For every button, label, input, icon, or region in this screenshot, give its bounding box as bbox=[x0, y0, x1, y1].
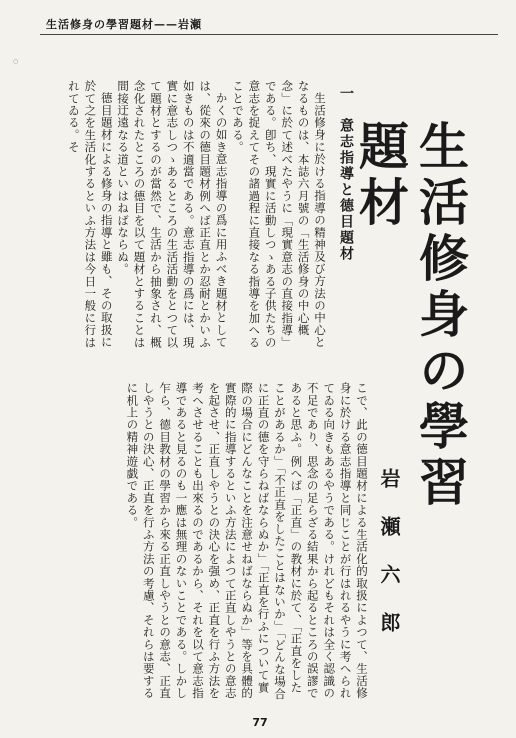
paragraph: こで、此の德目題材による生活化的取扱によつて、生活修身に於ける意志指導と同じことが行はれるやうに考へられてゐる向きもあるやうである。けれどもそれは全く認識の不足であり、思念の足らざる結果から起るところの誤謬であると思ふ。例へば「正直」の教材に於て、「正直をしたことがあるか」「不正直をしたことはないか」「どんな場合に正直の德を守らねばならぬか」「正直を行ふについて實際の場合にどんなことを注意せねばならぬか」等を具體的實際的に指導するといふ方法によつて正直しやうとの意志を起させ、正直しやうとの決心を强め、正直を行ふ方法を考へさせることも出來るのであるから、それを以て意志指導であると見るのも一應は無理のないことである。しかし乍ら、德目教材の學習から來る正直しやうとの意志、正直しやうとの決心、正直を行ふ方法の考慮、それらは要するに机上の精神遊戯である。 bbox=[125, 382, 369, 700]
section-heading: 一 意志指導と德目題材 bbox=[338, 86, 354, 262]
paragraph: 生活修身に於ける指導の精神及び方法の中心となるものは、本誌六月號の「生活修身の中心概念」に於て述べたやうに「現實意志の直接指導」である。卽ち、現實に活動しつゝある子供たちの意志を捉えてその諸過程に直接なる指導を加へることである。 bbox=[230, 80, 327, 349]
text-block-top bbox=[42, 80, 328, 352]
author-name: 岩瀬六郎 bbox=[377, 468, 401, 660]
page-number: 77 bbox=[252, 716, 268, 729]
text-block-bottom bbox=[42, 382, 370, 704]
paragraph: 德目題材による修身の指導と雖も、その取扱に於て之を生活化するといふ方法は今日一般に行はれてゐる。そ bbox=[66, 80, 114, 349]
running-head: 生活修身の學習題材——岩瀬 bbox=[46, 18, 202, 31]
header-rule bbox=[40, 34, 498, 35]
page-speck: ○ bbox=[13, 58, 19, 65]
article-title: 生活修身の學習題材 bbox=[351, 120, 469, 512]
paragraph: かくの如き意志指導の爲に用ふべき題材としては、從來の德目題材例へば正直とか忍耐とかいふ如きものは不適當である。意志指導の爲には、現實に意志しつゝあるところの生活活動をとつて以て題材とするのが當然で、生活から抽象され、概念化されたところの德目を以て題材とすることは間接迂遠なる道といはねばならぬ。 bbox=[116, 80, 229, 349]
